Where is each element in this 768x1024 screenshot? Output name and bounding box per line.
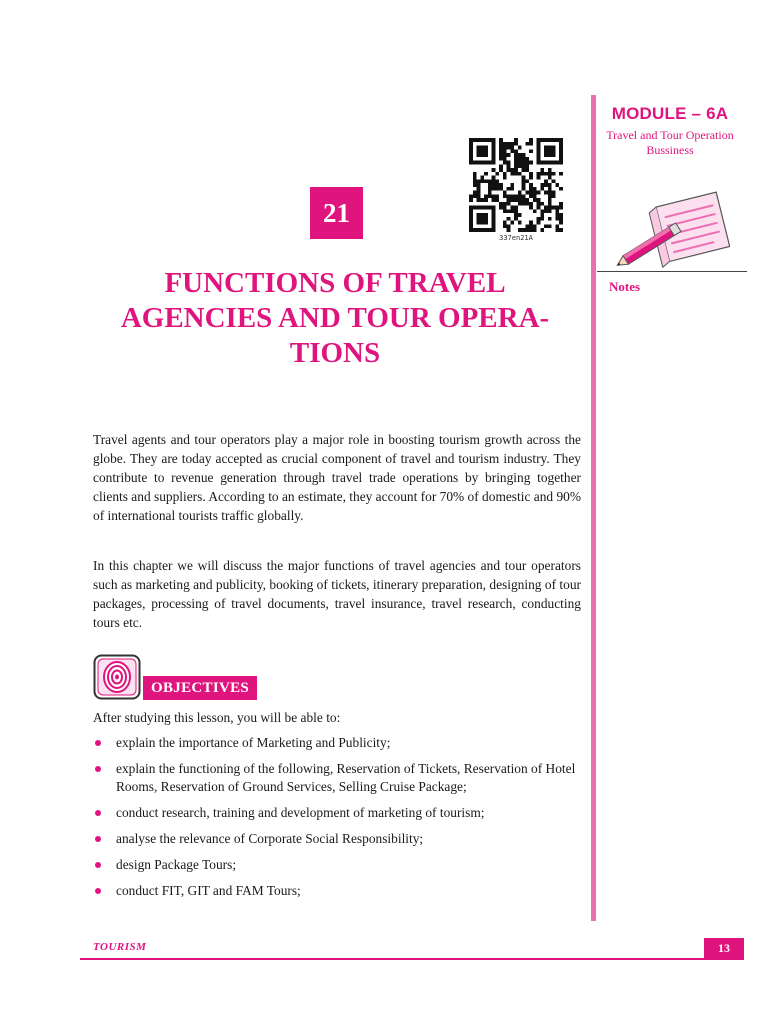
pencil-notepad-icon <box>610 188 730 268</box>
chapter-number: 21 <box>310 187 363 239</box>
bullet-icon <box>95 766 101 772</box>
footer-subject: TOURISM <box>93 941 147 953</box>
objective-text: design Package Tours; <box>116 857 237 872</box>
bullet-icon <box>95 862 101 868</box>
list-item <box>93 734 583 752</box>
objectives-heading: OBJECTIVES <box>143 676 257 700</box>
objectives-list <box>93 734 583 908</box>
chapter-title-line1: FUNCTIONS OF TRAVEL <box>164 267 506 299</box>
module-subtitle <box>598 128 742 158</box>
module-title: MODULE – 6A <box>611 104 729 123</box>
bullet-icon <box>95 888 101 894</box>
notes-label: Notes <box>609 279 641 294</box>
chapter-title-line2: AGENCIES AND TOUR OPERA- <box>120 302 550 334</box>
list-item <box>93 804 583 822</box>
module-subtitle-line2: Bussiness <box>646 143 694 157</box>
objective-text: conduct FIT, GIT and FAM Tours; <box>116 883 301 898</box>
objective-text: explain the functioning of the following, Reservation of Tickets, Reservation of Hotel Rooms, Reservation of Ground Services, Selling Cruise Package; <box>116 761 576 794</box>
bullet-icon <box>95 836 101 842</box>
intro-paragraph: Travel agents and tour operators play a major role in boosting tourism growth across the globe. They are today accepted as crucial component of travel and tourism industry. They contribute to revenue generation through travel trade operations by bringing together clients and suppliers. According to an estimate, they account for 70% of domestic and 90% of international tourists traffic globally. <box>93 432 581 523</box>
objective-text: analyse the relevance of Corporate Social Responsibility; <box>116 831 424 846</box>
qr-code-icon <box>467 138 565 232</box>
objective-text: explain the importance of Marketing and Publicity; <box>116 735 391 750</box>
module-subtitle-line1: Travel and Tour Operation <box>606 128 734 142</box>
bullet-icon <box>95 740 101 746</box>
page-number: 13 <box>704 938 744 959</box>
list-item <box>93 830 583 848</box>
bullet-icon <box>95 810 101 816</box>
list-item <box>93 882 583 900</box>
scope-paragraph: In this chapter we will discuss the major functions of travel agencies and tour operators such as marketing and publicity, booking of tickets, itinerary preparation, designing of tour packages, processing of travel documents, travel insurance, travel research, conducting tours etc. <box>93 558 581 630</box>
target-icon <box>93 654 141 700</box>
objectives-intro: After studying this lesson, you will be able to: <box>93 710 341 725</box>
qr-code-label: 337en21A <box>499 234 533 242</box>
objective-text: conduct research, training and development of marketing of tourism; <box>116 805 485 820</box>
footer-rule <box>80 958 744 960</box>
chapter-title <box>80 266 590 371</box>
notes-divider <box>597 271 747 272</box>
chapter-title-line3: TIONS <box>289 337 381 369</box>
margin-rule <box>591 95 596 921</box>
list-item <box>93 760 583 796</box>
list-item <box>93 856 583 874</box>
